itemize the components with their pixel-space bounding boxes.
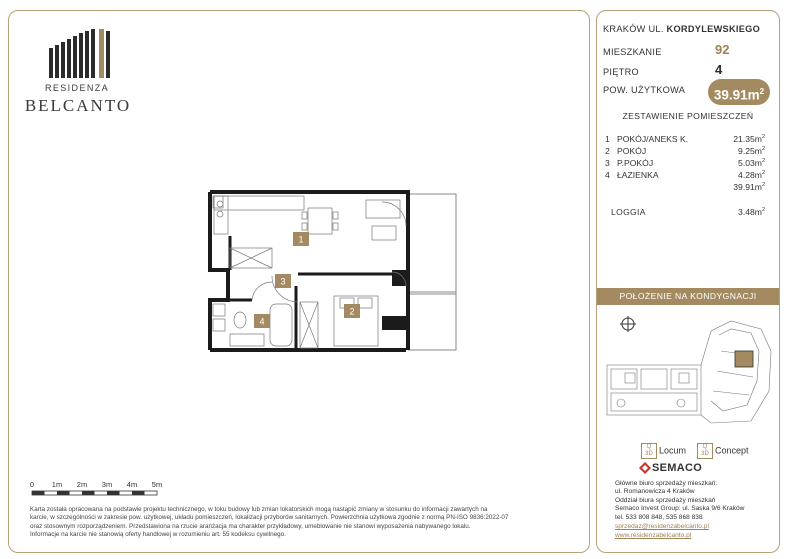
dining-table bbox=[308, 208, 332, 234]
floor-label: PIĘTRO bbox=[603, 67, 640, 77]
kitchen-counter bbox=[214, 196, 304, 210]
scale-tick-1: 1m bbox=[51, 480, 63, 489]
room-label-3 bbox=[275, 274, 291, 288]
email-link[interactable]: sprzedaz@residenzabelcanto.pl bbox=[615, 523, 709, 530]
website-link[interactable]: www.residenzabelcanto.pl bbox=[615, 532, 692, 539]
loggia-value: $3.48m^2$ bbox=[738, 207, 765, 217]
svg-text:1: 1 bbox=[298, 234, 304, 245]
room-label-1 bbox=[293, 232, 309, 246]
floor-number: 4 bbox=[715, 62, 723, 77]
disclaimer-line: karcie, w szczególności w zakresie pow. użytkowej, układu pomieszczeń, lokalizacji przyborów sanitarnych. Powierzchnia użytkowa zgodnie z normą PN-ISO 9836:2022-07 bbox=[30, 514, 509, 522]
apartment-highlight bbox=[735, 351, 753, 367]
kitchen-column bbox=[214, 196, 228, 234]
q3d-logo-icon: Q 3D bbox=[641, 443, 657, 459]
q3d-logo-icon: Q 3D bbox=[697, 443, 713, 459]
contact-line: tel. 533 808 848, 535 868 838 bbox=[615, 514, 703, 521]
area-badge: $39.91m^2$ bbox=[708, 79, 770, 105]
brand-title: BELCANTO bbox=[24, 96, 132, 115]
floor-plan bbox=[200, 186, 460, 354]
scale-tick-0: 0 bbox=[29, 480, 35, 489]
coffee-table bbox=[372, 226, 396, 240]
address bbox=[603, 24, 760, 34]
brand-subtitle: RESIDENZA bbox=[44, 83, 110, 93]
disclaimer-line: oraz stosownym rozporządzeniem. Przedstawiona na rzucie aranżacja ma charakter przykładowy, umeblowanie nie stanowi wyposażenia nabywanego lokalu. bbox=[30, 522, 471, 530]
toilet bbox=[234, 312, 246, 328]
partner-concept: Q 3D Concept bbox=[697, 443, 749, 459]
floor-keyplan bbox=[601, 311, 776, 431]
room-label-2 bbox=[344, 304, 360, 318]
room-row: 1 POKÓJ/ANEKS K. $21.35m^2$ bbox=[605, 134, 765, 144]
scale-bar bbox=[28, 480, 178, 500]
rooms-title: ZESTAWIENIE POMIESZCZEŃ bbox=[622, 111, 754, 121]
contact-line: Oddział biura sprzedaży mieszkań bbox=[615, 497, 716, 504]
washing-machine bbox=[213, 304, 225, 316]
bed bbox=[334, 296, 378, 346]
room-row: 4 ŁAZIENKA $4.28m^2$ bbox=[605, 170, 765, 180]
svg-text:3: 3 bbox=[280, 276, 286, 287]
washbasin bbox=[230, 334, 264, 346]
address-street: KORDYLEWSKIEGO bbox=[666, 24, 761, 34]
scale-tick-2: 2m bbox=[76, 480, 88, 489]
area-label: POW. UŻYTKOWA bbox=[603, 85, 686, 95]
scale-tick-4: 4m bbox=[126, 480, 138, 489]
disclaimer-line: Informacje na karcie nie stanowią oferty handlowej w rozumieniu art. 55 kodeksu cywilnego. bbox=[30, 530, 286, 538]
contact-line: Główne biuro sprzedaży mieszkań: bbox=[615, 480, 718, 487]
disclaimer bbox=[30, 506, 582, 539]
loggia-label: LOGGIA bbox=[611, 207, 646, 217]
floor-position-title: POŁOŻENIE NA KONDYGNACJI bbox=[597, 288, 779, 305]
contact-line: Semaco Invest Group: ul. Saska 9/6 Kraków bbox=[615, 505, 745, 512]
scale-tick-3: 3m bbox=[101, 480, 113, 489]
rooms-total: $39.91m^2$ bbox=[733, 182, 765, 192]
loggia-lower bbox=[408, 292, 456, 350]
room-row: 2 POKÓJ $9.25m^2$ bbox=[605, 146, 765, 156]
apartment-number: 92 bbox=[715, 42, 730, 57]
scale-tick-5: 5m bbox=[151, 480, 163, 489]
svg-text:4: 4 bbox=[259, 316, 265, 327]
apartment-label: MIESZKANIE bbox=[603, 47, 662, 57]
partner-locum: Q 3D Locum bbox=[641, 443, 686, 459]
room-label-4 bbox=[254, 314, 270, 328]
semaco-logo-icon bbox=[639, 462, 651, 474]
info-panel bbox=[596, 10, 780, 553]
sofa bbox=[366, 200, 400, 218]
semaco-brand: SEMACO bbox=[652, 462, 703, 474]
loggia-area bbox=[408, 194, 456, 294]
compass-icon bbox=[620, 316, 636, 332]
room-row: 3 P.POKÓJ $5.03m^2$ bbox=[605, 158, 765, 168]
disclaimer-line: Karta została opracowana na podstawie projektu technicznego, w toku budowy lub zmian lokatorskich mogą nastąpić zmiany w stosunku do informacji zawartych na bbox=[30, 506, 488, 513]
svg-text:2: 2 bbox=[349, 306, 355, 317]
contact-line: ul. Romanowicza 4 Kraków bbox=[615, 488, 695, 495]
bathtub bbox=[270, 304, 292, 346]
address-city: KRAKÓW UL. bbox=[603, 24, 664, 34]
